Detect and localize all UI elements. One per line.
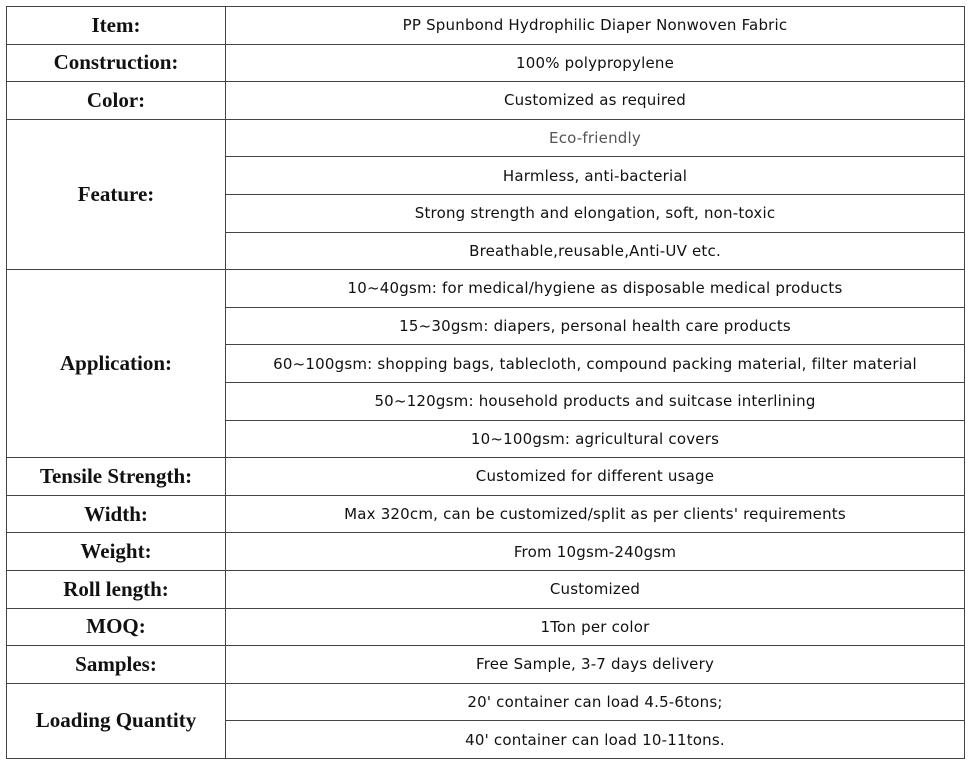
- moq-value: 1Ton per color: [226, 608, 965, 646]
- feature-value: Breathable,reusable,Anti-UV etc.: [226, 232, 965, 270]
- samples-value: Free Sample, 3-7 days delivery: [226, 646, 965, 684]
- application-label: Application:: [7, 270, 226, 458]
- row-width: [7, 495, 965, 533]
- weight-label: Weight:: [7, 533, 226, 571]
- loading-value: 20' container can load 4.5-6tons;: [226, 683, 965, 721]
- row-loading: [7, 683, 965, 721]
- feature-label: Feature:: [7, 119, 226, 269]
- feature-value: Strong strength and elongation, soft, non-toxic: [226, 194, 965, 232]
- row-moq: [7, 608, 965, 646]
- color-value: Customized as required: [226, 82, 965, 120]
- item-label: Item:: [7, 7, 226, 45]
- feature-value: Harmless, anti-bacterial: [226, 157, 965, 195]
- row-tensile: [7, 458, 965, 496]
- feature-value: Eco-friendly: [226, 119, 965, 157]
- roll-length-value: Customized: [226, 570, 965, 608]
- tensile-value: Customized for different usage: [226, 458, 965, 496]
- application-value: 10~100gsm: agricultural covers: [226, 420, 965, 458]
- application-value: 10~40gsm: for medical/hygiene as disposable medical products: [226, 270, 965, 308]
- row-construction: [7, 44, 965, 82]
- construction-label: Construction:: [7, 44, 226, 82]
- row-roll-length: [7, 570, 965, 608]
- spec-table: [6, 6, 965, 759]
- loading-value: 40' container can load 10-11tons.: [226, 721, 965, 759]
- width-label: Width:: [7, 495, 226, 533]
- loading-label: Loading Quantity: [7, 683, 226, 758]
- tensile-label: Tensile Strength:: [7, 458, 226, 496]
- weight-value: From 10gsm-240gsm: [226, 533, 965, 571]
- color-label: Color:: [7, 82, 226, 120]
- moq-label: MOQ:: [7, 608, 226, 646]
- construction-value: 100% polypropylene: [226, 44, 965, 82]
- row-application: [7, 270, 965, 308]
- roll-length-label: Roll length:: [7, 570, 226, 608]
- row-item: [7, 7, 965, 45]
- row-weight: [7, 533, 965, 571]
- item-value: PP Spunbond Hydrophilic Diaper Nonwoven Fabric: [226, 7, 965, 45]
- row-feature: [7, 119, 965, 157]
- row-color: [7, 82, 965, 120]
- samples-label: Samples:: [7, 646, 226, 684]
- width-value: Max 320cm, can be customized/split as per clients' requirements: [226, 495, 965, 533]
- application-value: 15~30gsm: diapers, personal health care products: [226, 307, 965, 345]
- application-value: 60~100gsm: shopping bags, tablecloth, compound packing material, filter material: [226, 345, 965, 383]
- row-samples: [7, 646, 965, 684]
- application-value: 50~120gsm: household products and suitcase interlining: [226, 382, 965, 420]
